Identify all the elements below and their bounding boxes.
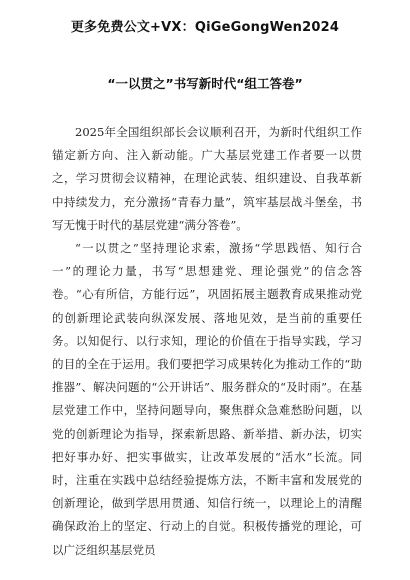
paragraph: 2025年全国组织部长会议顺利召开，为新时代组织工作锚定新方向、注入新动能。广大基层党建工作者要一以贯之，学习贯彻会议精神，在理论武装、组织建设、自我革新中持续发力，充分激扬“青春力量”，筑牢基层战斗堡垒，书写无愧于时代的基层党建“满分答卷”。 [52,125,362,232]
paragraph: “一以贯之”坚持理论求索，激扬“学思践悟、知行合一”的理论力量，书写“思想建党、理论强党”的信念答卷。“心有所信，方能行远”，巩固拓展主题教育成果推动党的创新理论武装向纵深发展、落地见效，是当前的重要任务。以知促行、以行求知，理论的价值在于指导实践，学习的目的全在于运用。我们要把学习成果转化为推动工作的“助推器”、解决问题的“公开讲话”、服务群众的“及时雨”。在基层党建工作中，坚持问题导向，聚焦群众急难愁盼问题，以党的创新理论为指导，探索新思路、新举措、新办法，切实把好事办好、把实事做实，让改革发展的“活水”长流。同时，注重在实践中总结经验提炼方法，不断丰富和发展党的创新理论，做到学思用贯通、知信行统一，以理论上的清醒确保政治上的坚定、行动上的自觉。积极传播党的理论，可以广泛组织基层党员 [52,241,362,557]
promo-header: 更多免费公文+VX：QiGeGongWen2024 [70,20,340,35]
document-body [52,121,362,562]
document-title: “一以贯之”书写新时代“组工答卷” [107,76,303,91]
